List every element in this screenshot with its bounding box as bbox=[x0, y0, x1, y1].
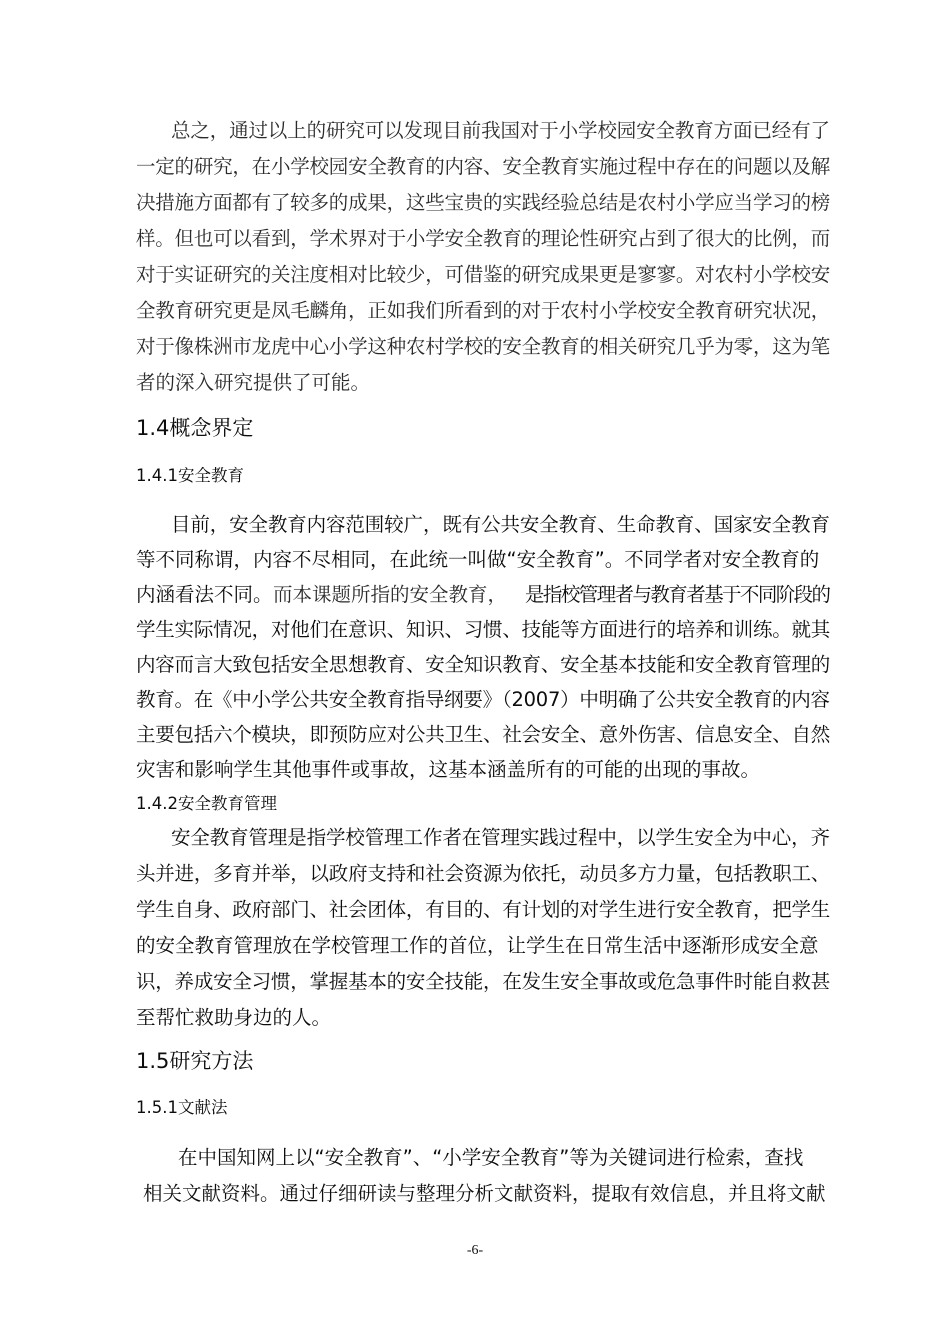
paragraph-line: 头并进，多育并举，以政府支持和社会资源为依托，动员多方力量，包括教职工、 bbox=[136, 862, 831, 885]
paragraph-line: 是指校管理者与教育者基于不同阶段的 bbox=[525, 583, 830, 606]
paragraph-line: 主要包括六个模块，即预防应对公共卫生、社会安全、意外伤害、信息安全、自然 bbox=[136, 723, 831, 746]
paragraph-line: 全教育研究更是凤毛麟角，正如我们所看到的对于农村小学校安全教育研究状况， bbox=[136, 299, 831, 322]
subsection-heading-1-5-1: 1.5.1文献法 bbox=[136, 1098, 228, 1117]
paragraph-line: 相关文献资料。通过仔细研读与整理分析文献资料，提取有效信息，并且将文献 bbox=[143, 1182, 826, 1205]
paragraph-line: 对于实证研究的关注度相对比较少，可借鉴的研究成果更是寥寥。对农村小学校安 bbox=[136, 263, 831, 286]
paragraph-line: 内涵看法不同。 bbox=[136, 583, 273, 606]
paragraph-line: 等不同称谓，内容不尽相同，在此统一叫做“安全教育”。不同学者对安全教育的 bbox=[136, 548, 820, 571]
paragraph-line: 的安全教育管理放在学校管理工作的首位，让学生在日常生活中逐渐形成安全意 bbox=[136, 934, 819, 957]
paragraph-line: 内容而言大致包括安全思想教育、安全知识教育、安全基本技能和安全教育管理的 bbox=[136, 653, 831, 676]
paragraph-line: 至帮忙救助身边的人。 bbox=[136, 1006, 332, 1029]
section-heading-1-4: 1.4概念界定 bbox=[136, 416, 254, 440]
paragraph-line: 识，养成安全习惯，掌握基本的安全技能，在发生安全事故或危急事件时能自救甚 bbox=[136, 970, 831, 993]
paragraph-line: 教育。在《中小学公共安全教育指导纲要》（2007）中明确了公共安全教育的内容 bbox=[136, 688, 830, 711]
page-number: -6- bbox=[466, 1243, 484, 1258]
paragraph-line: 对于像株洲市龙虎中心小学这种农村学校的安全教育的相关研究几乎为零，这为笔 bbox=[136, 335, 831, 358]
subsection-heading-1-4-2: 1.4.2安全教育管理 bbox=[136, 794, 277, 813]
subsection-heading-1-4-1: 1.4.1安全教育 bbox=[136, 466, 244, 485]
paragraph-line: 样。但也可以看到，学术界对于小学安全教育的理论性研究占到了很大的比例，而 bbox=[136, 227, 831, 250]
paragraph-line: 安全教育管理是指学校管理工作者在管理实践过程中，以学生安全为中心，齐 bbox=[171, 826, 830, 849]
paragraph-line: 学生自身、政府部门、社会团体，有目的、有计划的对学生进行安全教育，把学生 bbox=[136, 898, 831, 921]
paragraph-line: 总之，通过以上的研究可以发现目前我国对于小学校园安全教育方面已经有了 bbox=[171, 119, 830, 142]
paragraph-line: 目前，安全教育内容范围较广，既有公共安全教育、生命教育、国家安全教育 bbox=[171, 513, 830, 536]
paragraph-line: 灾害和影响学生其他事件或事故，这基本涵盖所有的可能的出现的事故。 bbox=[136, 758, 761, 781]
paragraph-line: 者的深入研究提供了可能。 bbox=[136, 371, 371, 394]
paragraph-line: 一定的研究，在小学校园安全教育的内容、安全教育实施过程中存在的问题以及解 bbox=[136, 155, 831, 178]
paragraph-line: 决措施方面都有了较多的成果，这些宝贵的实践经验总结是农村小学应当学习的榜 bbox=[136, 191, 831, 214]
section-heading-1-5: 1.5研究方法 bbox=[136, 1049, 254, 1073]
paragraph-line: 而本课题所指的安全教育， bbox=[273, 583, 508, 606]
paragraph-line: 在中国知网上以“安全教育”、“小学安全教育”等为关键词进行检索，查找 bbox=[178, 1146, 804, 1169]
paragraph-line: 学生实际情况，对他们在意识、知识、习惯、技能等方面进行的培养和训练。就其 bbox=[136, 618, 831, 641]
